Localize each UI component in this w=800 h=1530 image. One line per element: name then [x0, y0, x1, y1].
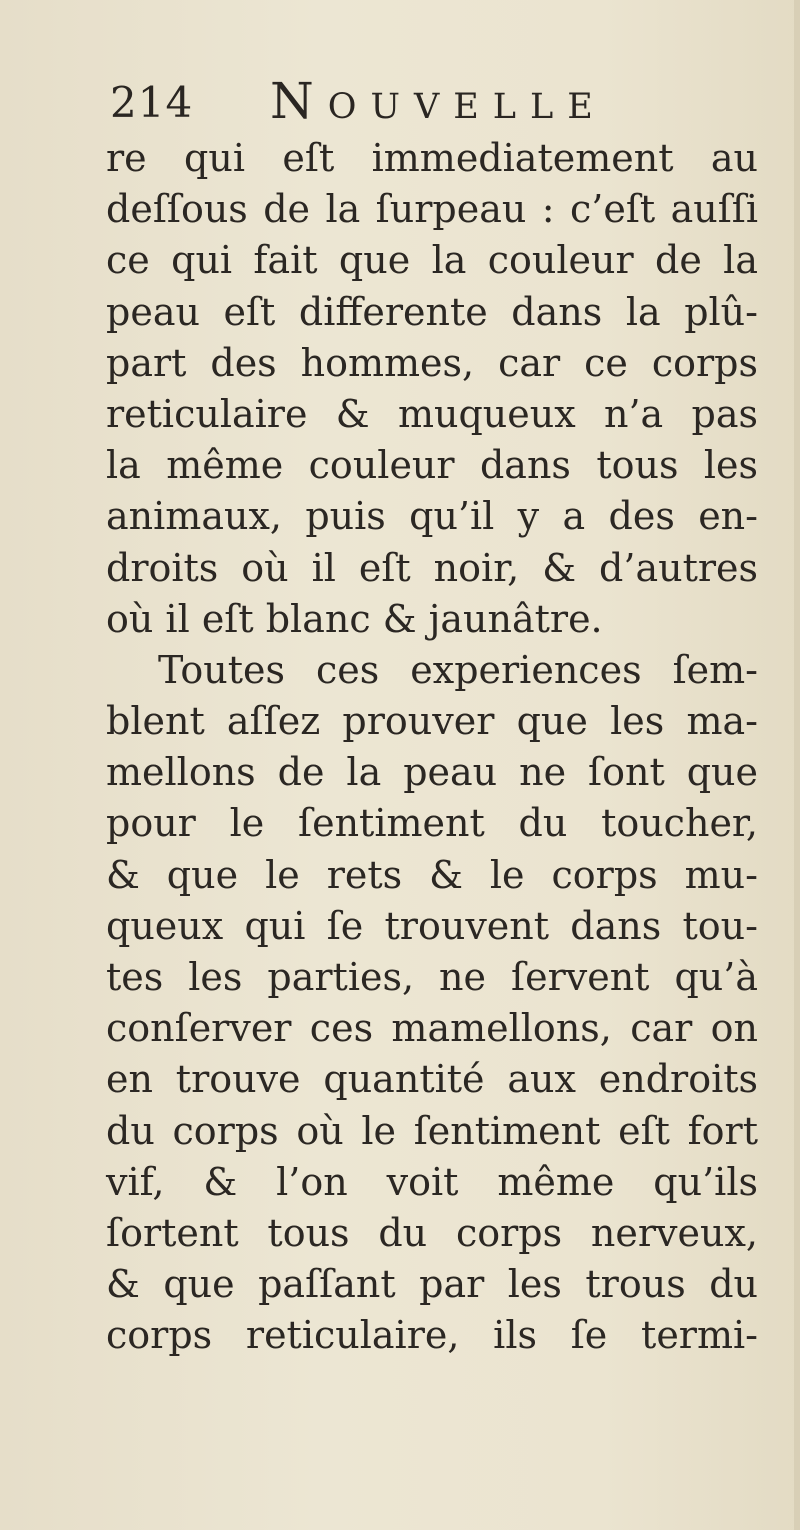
- text-line: la même couleur dans tous les: [106, 443, 758, 488]
- running-head: Nouvelle: [270, 72, 607, 130]
- text-line: en trouve quantité aux endroits: [106, 1057, 758, 1102]
- text-line: reticulaire & muqueux n’a pas: [106, 391, 758, 436]
- text-line: part des hommes, car ce corps: [106, 340, 758, 385]
- text-line: peau eſt differente dans la plû-: [106, 289, 758, 334]
- page-header: [110, 72, 760, 132]
- paragraph-2: [106, 645, 758, 1362]
- text-line: ce qui fait que la couleur de la: [106, 238, 758, 283]
- text-line: re qui eſt immediatement au: [106, 136, 758, 180]
- text-line: & que paſſant par les trous du: [106, 1262, 758, 1307]
- text-line: tes les parties, ne ſervent qu’à: [106, 955, 758, 999]
- text-line: vif, & l’on voit même qu’ils: [106, 1159, 758, 1204]
- text-line: blent aſſez prouver que les ma-: [106, 699, 758, 744]
- text-line: pour le ſentiment du toucher,: [106, 801, 758, 846]
- page-edge: [794, 0, 800, 1530]
- text-line: & que le rets & le corps mu-: [106, 852, 758, 897]
- page-number: 214: [110, 78, 194, 127]
- body-text: [106, 133, 758, 1362]
- text-line: deſſous de la ſurpeau : c’eſt auſſi: [106, 187, 758, 232]
- text-line: où il eſt blanc & jaunâtre.: [106, 596, 603, 641]
- text-line: mellons de la peau ne ſont que: [106, 750, 758, 795]
- text-line: queux qui ſe trouvent dans tou-: [106, 903, 758, 948]
- text-line: droits où il eſt noir, & d’autres: [106, 545, 758, 590]
- text-line: conſerver ces mamellons, car on: [106, 1006, 758, 1051]
- text-line: du corps où le ſentiment eſt fort: [106, 1108, 758, 1153]
- text-line: ſortent tous du corps nerveux,: [106, 1210, 758, 1255]
- text-line: animaux, puis qu’il y a des en-: [106, 494, 758, 539]
- text-line: Toutes ces experiences ſem-: [158, 647, 758, 692]
- text-line: corps reticulaire, ils ſe termi-: [106, 1313, 758, 1358]
- paragraph-1: [106, 133, 758, 645]
